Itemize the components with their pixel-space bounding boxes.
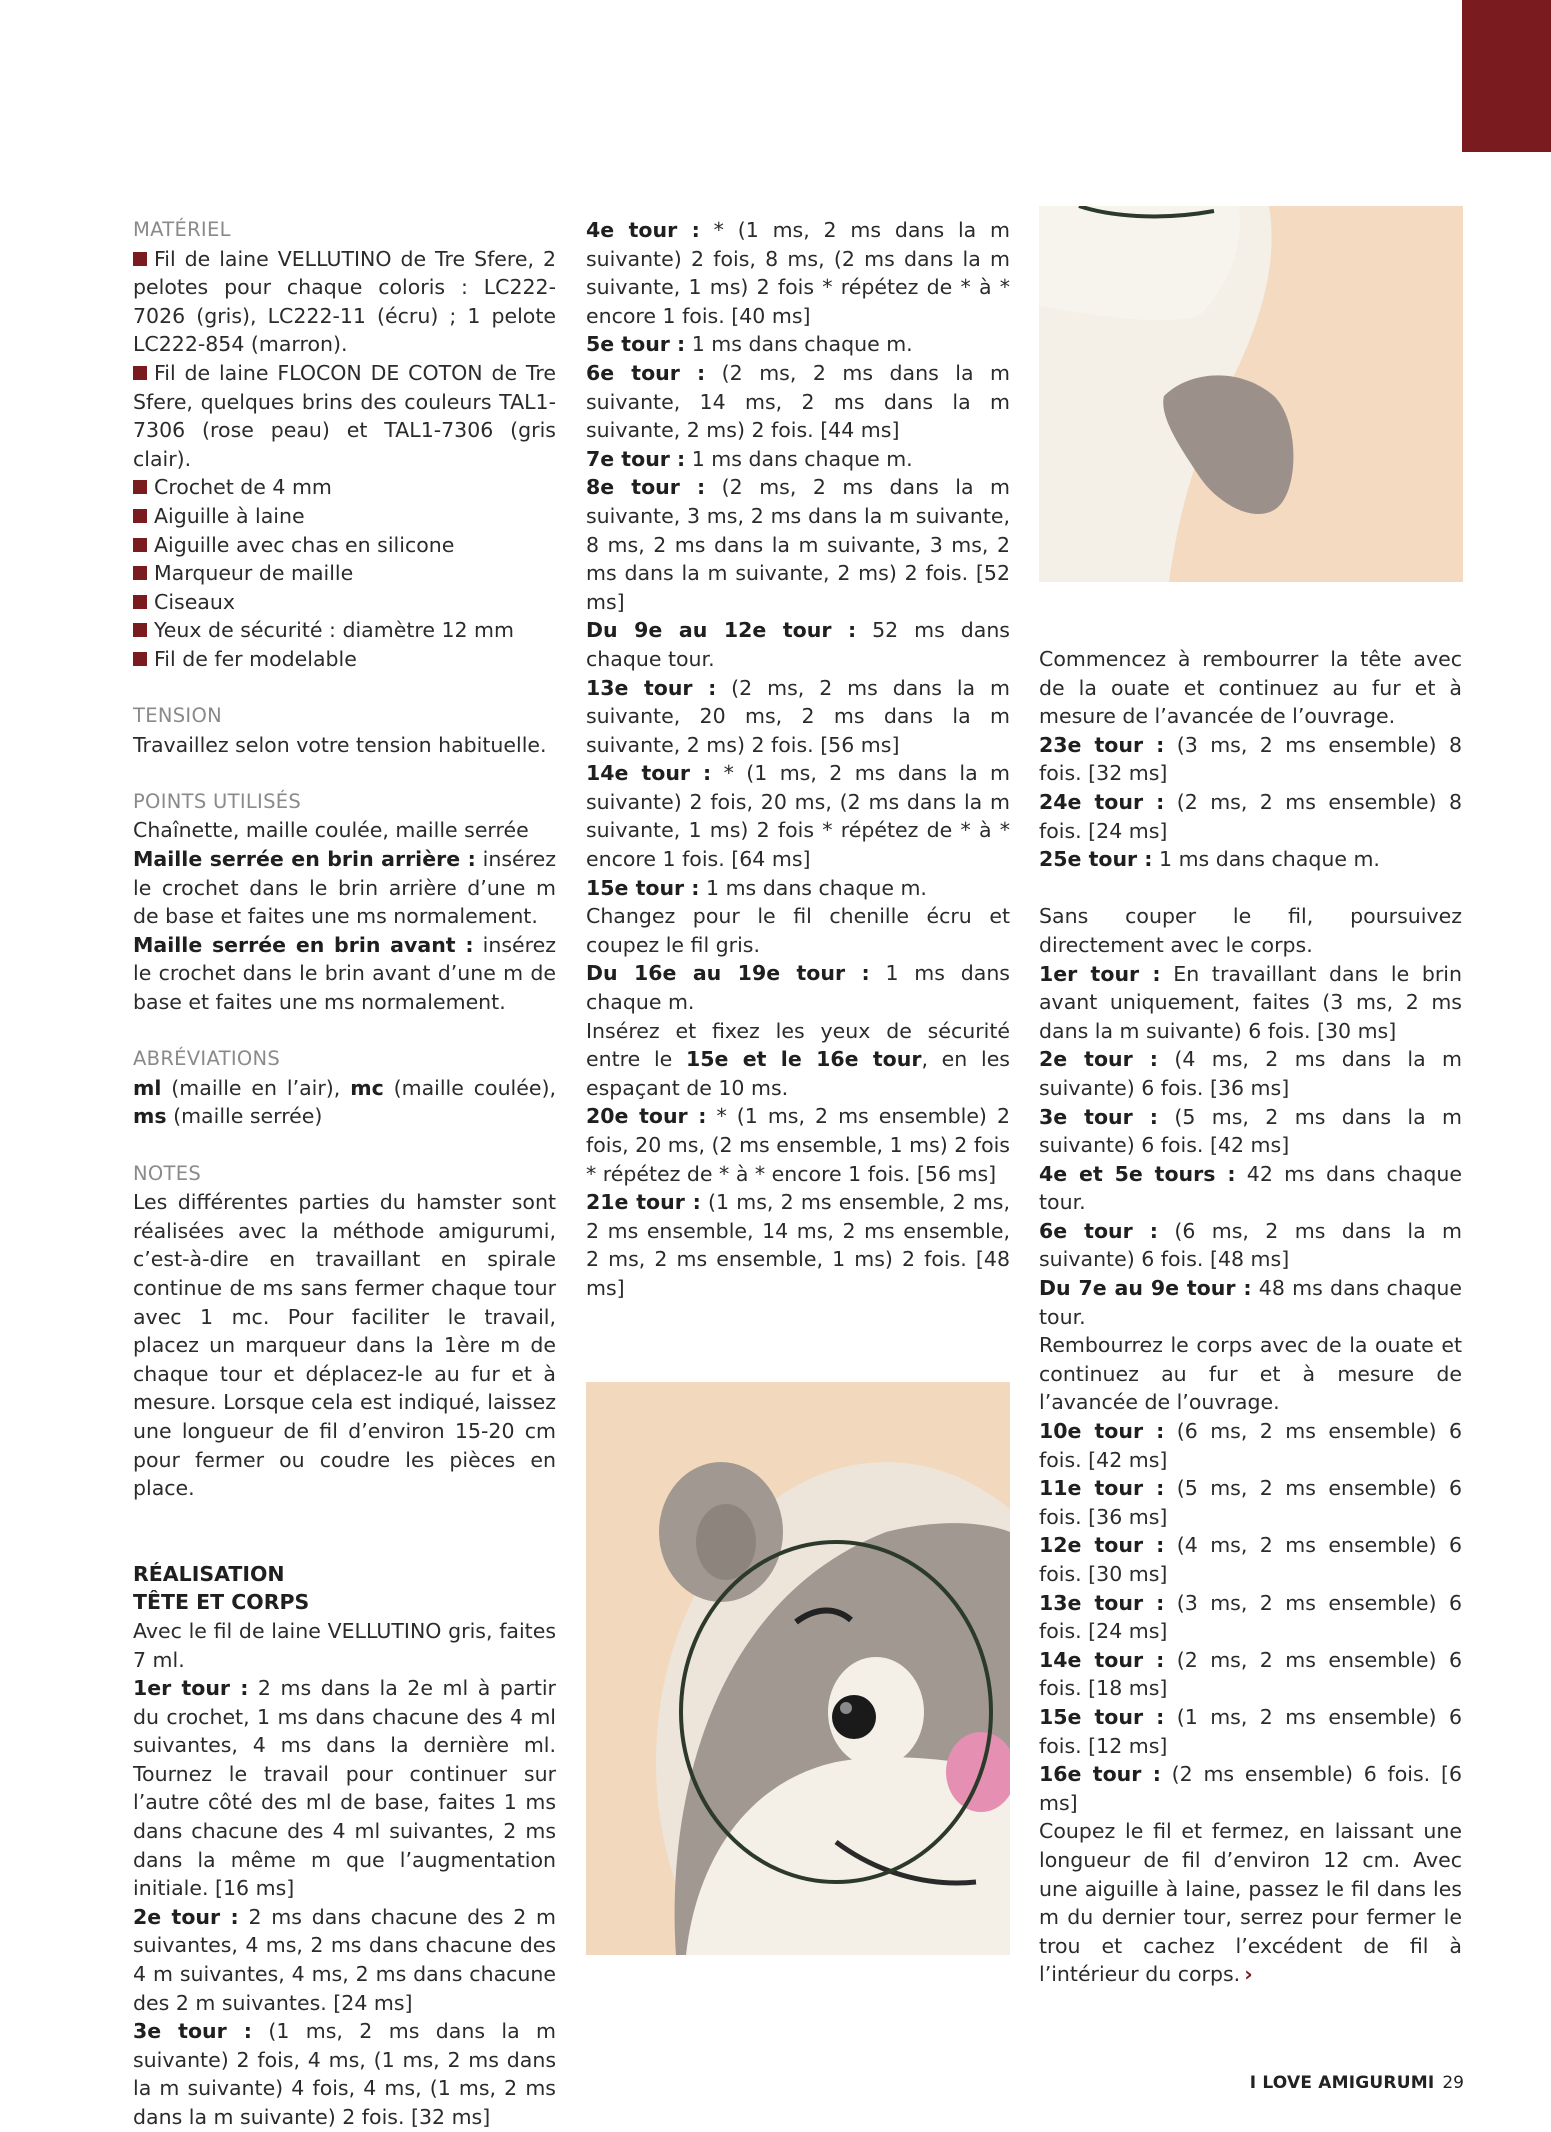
round-instruction: 3e tour : (5 ms, 2 ms dans la m suivante) 6 fois. [42 ms]	[1039, 1104, 1462, 1158]
round-instruction: Du 9e au 12e tour : 52 ms dans chaque tour.	[586, 618, 1010, 671]
magazine-name: I LOVE AMIGURUMI	[1249, 2073, 1435, 2093]
page-number: 29	[1442, 2073, 1464, 2093]
points-heading: POINTS UTILISÉS	[133, 789, 302, 813]
round-instruction: 3e tour : (1 ms, 2 ms dans la m suivante) 2 fois, 4 ms, (1 ms, 2 ms dans la m suivante) 4 fois, 4 ms, (1 ms, 2 ms dans la m suivante) 2 fois. [32 ms]	[133, 2019, 556, 2129]
column-1	[133, 216, 556, 2132]
bullet-square-icon	[133, 480, 147, 494]
bullet-square-icon	[133, 509, 147, 523]
round-instruction: 10e tour : (6 ms, 2 ms ensemble) 6 fois. [42 ms]	[1039, 1419, 1462, 1472]
body-intro-text: Sans couper le fil, poursuivez directement avec le corps.	[1039, 904, 1462, 957]
abreviations-text: ml (maille en l’air), mc (maille coulée), ms (maille serrée)	[133, 1075, 556, 1129]
materiel-heading: MATÉRIEL	[133, 218, 231, 241]
chevron-right-icon: ›	[1244, 1962, 1253, 1987]
realisation-intro: Avec le fil de laine VELLUTINO gris, faites 7 ml.	[133, 1618, 556, 1672]
round-instruction: 5e tour : 1 ms dans chaque m.	[586, 332, 913, 357]
materiel-item: Fil de laine VELLUTINO de Tre Sfere, 2 pelotes pour chaque coloris : LC222-7026 (gris), LC222-11 (écru) ; 1 pelote LC222-854 (marron).	[133, 246, 556, 357]
round-instruction: 20e tour : * (1 ms, 2 ms ensemble) 2 fois, 20 ms, (2 ms ensemble, 1 ms) 2 fois * répétez de * à * encore 1 fois. [56 ms]	[586, 1104, 1010, 1186]
round-instruction: Du 16e au 19e tour : 1 ms dans chaque m.	[586, 961, 1010, 1015]
notes-text: Les différentes parties du hamster sont réalisées avec la méthode amigurumi, c’est-à-dire en travaillant en spirale continue de ms sans fermer chaque tour avec 1 mc. Pour faciliter le travail, placez un marqueur dans la 1ère m de chaque tour et déplacez-le au fur et à mesure. Lorsque cela est indiqué, laissez une longueur de fil d’environ 15-20 cm pour fermer ou coudre les pièces en place.	[133, 1190, 556, 1501]
round-instruction: 6e tour : (6 ms, 2 ms dans la m suivante) 6 fois. [48 ms]	[1039, 1218, 1462, 1272]
abreviations-heading: ABRÉVIATIONS	[133, 1047, 281, 1071]
round-instruction: 2e tour : 2 ms dans chacune des 2 m suivantes, 4 ms, 2 ms dans chacune des 4 m suivantes, 4 ms, 2 ms dans chacune des 2 m suivantes. [24 ms]	[133, 1904, 556, 2015]
materiel-item: Marqueur de maille	[133, 559, 556, 588]
bullet-square-icon	[133, 566, 147, 580]
stuff-body-text: Rembourrez le corps avec de la ouate et continuez au fur et à mesure de l’avancée de l’ouvrage.	[1039, 1333, 1462, 1415]
eyes-instruction: Insérez et fixez les yeux de sécurité entre le 15e et le 16e tour, en les espaçant de 10 ms.	[586, 1018, 1010, 1100]
stuff-head-text: Commencez à rembourrer la tête avec de la ouate et continuez au fur et à mesure de l’avancée de l’ouvrage.	[1039, 647, 1462, 729]
round-instruction: 1er tour : En travaillant dans le brin avant uniquement, faites (3 ms, 2 ms dans la m suivante) 6 fois. [30 ms]	[1039, 961, 1462, 1043]
materiel-item: Aiguille à laine	[133, 502, 556, 531]
round-instruction: 13e tour : (3 ms, 2 ms ensemble) 6 fois. [24 ms]	[1039, 1590, 1462, 1644]
round-instruction: 25e tour : 1 ms dans chaque m.	[1039, 847, 1380, 872]
round-instruction: 7e tour : 1 ms dans chaque m.	[586, 446, 913, 471]
hamster-body-illustration	[1039, 206, 1463, 582]
round-instruction: 14e tour : (2 ms, 2 ms ensemble) 6 fois. [18 ms]	[1039, 1647, 1462, 1701]
materiel-item: Fil de fer modelable	[133, 645, 556, 674]
round-instruction: 14e tour : * (1 ms, 2 ms dans la m suivante) 2 fois, 20 ms, (2 ms dans la m suivante, 1 ms) 2 fois * répétez de * à * encore 1 fois. [64 ms]	[586, 761, 1010, 872]
finish-text: Coupez le fil et fermez, en laissant une longueur de fil d’environ 12 cm. Avec une aiguille à laine, passez le fil dans les m du dernier tour, serrez pour fermer le trou et cachez l’excédent de fil à l’intérieur du corps. ›	[1039, 1819, 1462, 1987]
realisation-heading: RÉALISATION	[133, 1561, 285, 1586]
round-instruction: 2e tour : (4 ms, 2 ms dans la m suivante) 6 fois. [36 ms]	[1039, 1047, 1462, 1100]
section-color-tab	[1462, 0, 1551, 152]
materiel-item: Crochet de 4 mm	[133, 473, 556, 502]
change-yarn-text: Changez pour le fil chenille écru et coupez le fil gris.	[586, 904, 1010, 957]
round-instruction: 4e tour : * (1 ms, 2 ms dans la m suivante) 2 fois, 8 ms, (2 ms dans la m suivante, 1 ms) 2 fois * répétez de * à * encore 1 fois. [40 ms]	[586, 218, 1010, 328]
points-text: Chaînette, maille coulée, maille serrée	[133, 818, 529, 843]
bullet-square-icon	[133, 595, 147, 609]
round-instruction: 12e tour : (4 ms, 2 ms ensemble) 6 fois. [30 ms]	[1039, 1533, 1462, 1586]
materiel-item: Aiguille avec chas en silicone	[133, 531, 556, 560]
round-instruction: 15e tour : (1 ms, 2 ms ensemble) 6 fois. [12 ms]	[1039, 1704, 1462, 1758]
round-instruction: 13e tour : (2 ms, 2 ms dans la m suivante, 20 ms, 2 ms dans la m suivante, 2 ms) 2 fois. [56 ms]	[586, 675, 1010, 757]
hamster-head-photo	[586, 1382, 1010, 1955]
bullet-square-icon	[133, 252, 147, 266]
round-instruction: 21e tour : (1 ms, 2 ms ensemble, 2 ms, 2 ms ensemble, 14 ms, 2 ms ensemble, 2 ms, 2 ms ensemble, 1 ms) 2 fois. [48 ms]	[586, 1190, 1010, 1300]
materiel-item: Ciseaux	[133, 588, 556, 617]
bullet-square-icon	[133, 623, 147, 637]
notes-heading: NOTES	[133, 1161, 202, 1185]
round-instruction: 16e tour : (2 ms ensemble) 6 fois. [6 ms]	[1039, 1762, 1462, 1815]
stitch-definition: Maille serrée en brin avant : insérez le crochet dans le brin avant d’une m de base et faites une ms normalement.	[133, 932, 556, 1015]
bullet-square-icon	[133, 538, 147, 552]
tension-heading: TENSION	[133, 704, 222, 728]
column-3	[1039, 645, 1462, 1989]
round-instruction: 8e tour : (2 ms, 2 ms dans la m suivante, 3 ms, 2 ms dans la m suivante, 8 ms, 2 ms dans la m suivante, 3 ms, 2 ms dans la m suivante, 2 ms) 2 fois. [52 ms]	[586, 475, 1010, 614]
bullet-square-icon	[133, 652, 147, 666]
hamster-head-illustration	[586, 1382, 1010, 1955]
round-instruction: 15e tour : 1 ms dans chaque m.	[586, 875, 927, 900]
page-footer	[1250, 2072, 1464, 2094]
round-instruction: 1er tour : 2 ms dans la 2e ml à partir du crochet, 1 ms dans chacune des 4 ml suivantes, 4 ms dans la dernière ml. Tournez le travail pour continuer sur l’autre côté des ml de base, faites 1 ms dans chacune des 4 ml suivantes, 2 ms dans la même m que l’augmentation initiale. [16 ms]	[133, 1676, 556, 1901]
hamster-body-photo	[1039, 206, 1463, 582]
round-instruction: 4e et 5e tours : 42 ms dans chaque tour.	[1039, 1161, 1463, 1215]
column-2	[586, 216, 1010, 1303]
stitch-definition: Maille serrée en brin arrière : insérez le crochet dans le brin arrière d’une m de base et faites une ms normalement.	[133, 847, 556, 929]
round-instruction: Du 7e au 9e tour : 48 ms dans chaque tour.	[1039, 1276, 1462, 1329]
tension-text: Travaillez selon votre tension habituelle.	[133, 732, 547, 757]
round-instruction: 6e tour : (2 ms, 2 ms dans la m suivante, 14 ms, 2 ms dans la m suivante, 2 ms) 2 fois. [44 ms]	[586, 360, 1010, 443]
materiel-item: Yeux de sécurité : diamètre 12 mm	[133, 616, 556, 645]
bullet-square-icon	[133, 366, 147, 380]
round-instruction: 24e tour : (2 ms, 2 ms ensemble) 8 fois. [24 ms]	[1039, 789, 1462, 843]
materiel-item: Fil de laine FLOCON DE COTON de Tre Sfere, quelques brins des couleurs TAL1-7306 (rose peau) et TAL1-7306 (gris clair).	[133, 360, 556, 471]
round-instruction: 11e tour : (5 ms, 2 ms ensemble) 6 fois. [36 ms]	[1039, 1476, 1462, 1529]
round-instruction: 23e tour : (3 ms, 2 ms ensemble) 8 fois. [32 ms]	[1039, 732, 1462, 786]
tete-corps-heading: TÊTE ET CORPS	[133, 1590, 310, 1615]
